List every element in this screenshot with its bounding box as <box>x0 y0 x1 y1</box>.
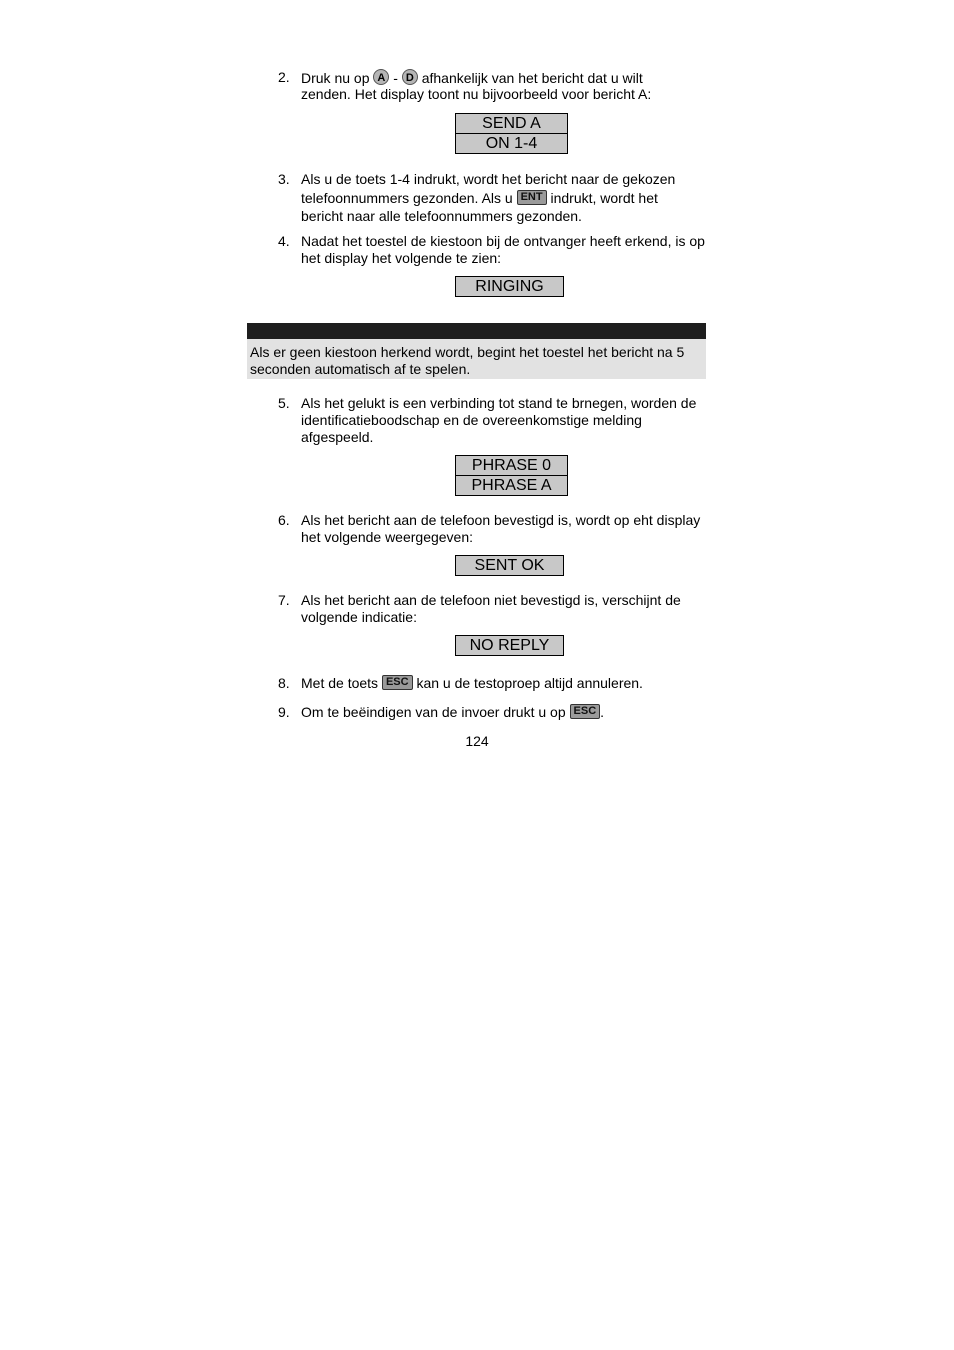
step-text: Als u de toets 1-4 indrukt, wordt het bericht naar de gekozen <box>301 171 676 187</box>
display-line: SENT OK <box>474 557 545 574</box>
display-send-a <box>455 113 568 154</box>
step-text: Nadat het toestel de kiestoon bij de ontvanger heeft erkend, is op het display het volgende te zien: <box>301 233 705 266</box>
step-number: 3. <box>278 171 290 187</box>
esc-key-icon: ESC <box>570 704 601 719</box>
display-no-reply <box>455 635 564 656</box>
display-line: RINGING <box>475 278 544 295</box>
step-text: zenden. Het display toont nu bijvoorbeeld voor bericht A: <box>301 86 652 102</box>
step-number: 8. <box>278 675 290 691</box>
step-text: indrukt, wordt het <box>550 190 658 206</box>
page-number: 124 <box>465 733 489 749</box>
display-line: SEND A <box>482 115 541 132</box>
note-text: Als er geen kiestoon herkend wordt, begint het toestel het bericht na 5 seconden automatisch af te spelen. <box>247 339 706 379</box>
display-line: PHRASE 0 <box>471 457 552 474</box>
step-number: 9. <box>278 704 290 720</box>
step-text: Met de toets <box>301 675 379 691</box>
display-phrase <box>455 455 568 496</box>
ent-key-icon: ENT <box>517 190 547 205</box>
step-number: 4. <box>278 233 290 249</box>
step-text: bericht naar alle telefoonnummers gezonden. <box>301 208 582 224</box>
step-text: Als het gelukt is een verbinding tot stand te brnegen, worden de identificatieboodschap en de overeenkomstige melding afgespeeld. <box>301 395 697 445</box>
display-ringing <box>455 276 564 297</box>
step-number: 7. <box>278 592 290 608</box>
step-text: Druk nu op <box>301 70 370 86</box>
step-text: telefoonnummers gezonden. Als u <box>301 190 513 206</box>
display-line: NO REPLY <box>469 637 550 654</box>
step-number: 5. <box>278 395 290 411</box>
step-text: Als het bericht aan de telefoon niet bevestigd is, verschijnt de volgende indicatie: <box>301 592 681 625</box>
step-text: Om te beëindigen van de invoer drukt u op <box>301 704 566 720</box>
display-line: ON 1-4 <box>456 133 567 153</box>
step-text: . <box>600 704 605 720</box>
step-text: afhankelijk van het bericht dat u wilt <box>421 70 643 86</box>
note-header-bar <box>247 323 706 339</box>
a-key-icon: A <box>373 69 389 85</box>
d-key-icon: D <box>402 69 418 85</box>
step-text: Als het bericht aan de telefoon bevestigd is, wordt op eht display het volgende weergegeven: <box>301 512 701 545</box>
step-text: - <box>393 70 398 86</box>
step-number: 2. <box>278 69 290 85</box>
display-line: PHRASE A <box>456 475 567 495</box>
esc-key-icon: ESC <box>382 675 413 690</box>
display-sent-ok <box>455 555 564 576</box>
step-number: 6. <box>278 512 290 528</box>
step-text: kan u de testoproep altijd annuleren. <box>416 675 643 691</box>
